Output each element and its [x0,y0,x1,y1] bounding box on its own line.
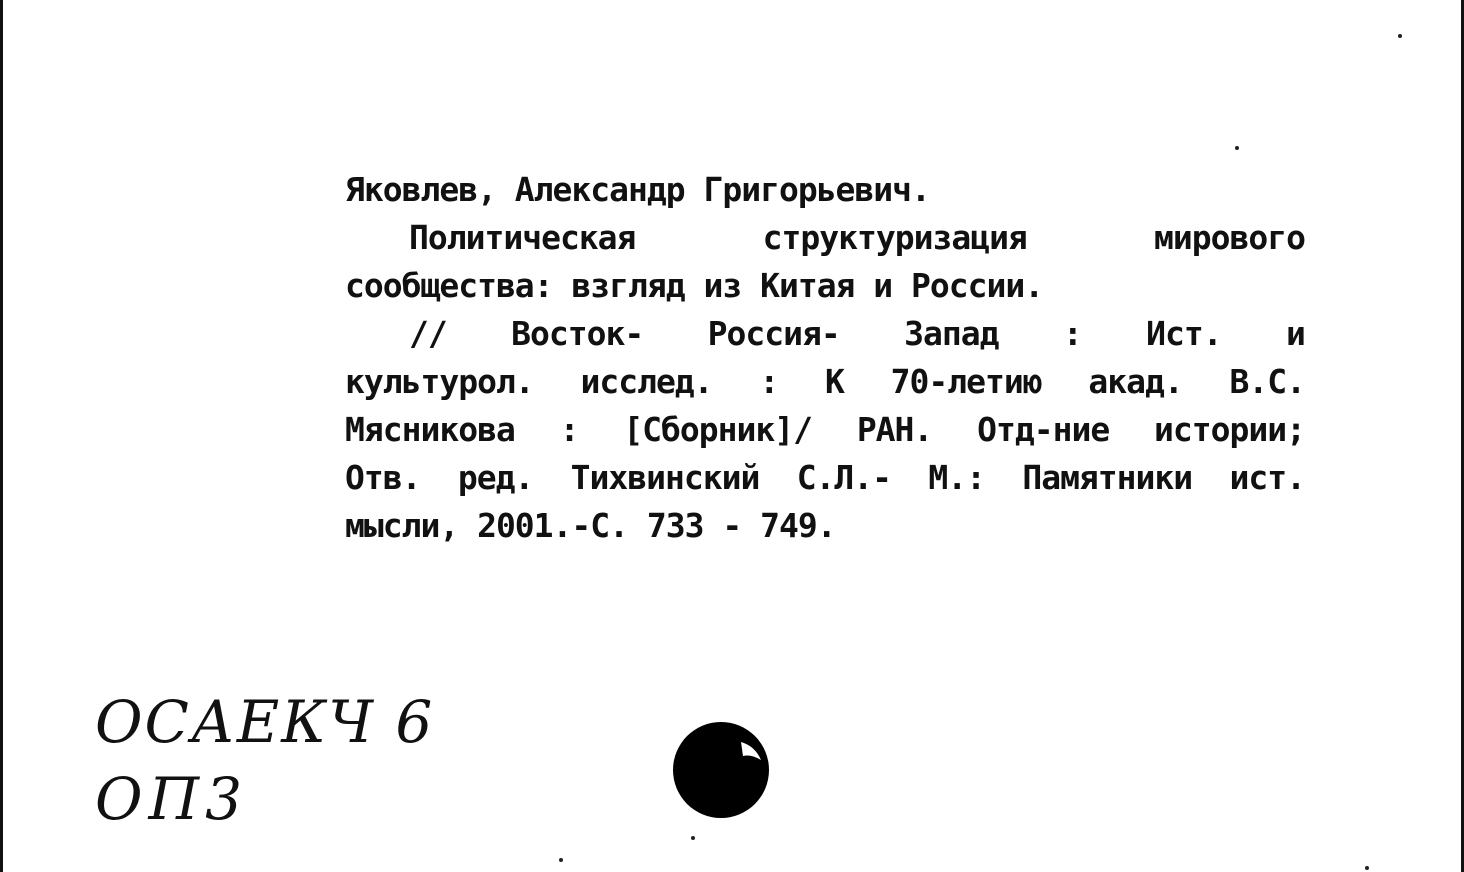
source-line-2: культурол. исслед. : К 70-летию акад. В.С. [345,362,1305,401]
punch-hole-icon [671,720,775,824]
scan-speck [1235,146,1239,150]
scan-speck [691,836,695,840]
handwritten-code: ОСАЕКЧ 6 [95,688,435,756]
author-heading: Яковлев, Александр Григорьевич. [345,170,930,209]
source-line-5: мысли, 2001.-С. 733 - 749. [345,506,836,545]
scan-speck [1365,866,1369,870]
title-line-1: Политическая структуризация мирового [409,218,1305,257]
source-line-3: Мясникова : [Сборник]/ РАН. Отд-ние истории; [345,410,1305,449]
bibliographic-entry [345,166,1305,550]
source-line-4: Отв. ред. Тихвинский С.Л.- М.: Памятники ист. [345,458,1305,497]
scan-speck [559,858,563,862]
handwritten-shelf-mark: ОП3 [95,765,249,833]
title-line-2: сообщества: взгляд из Китая и России. [345,266,1044,305]
source-line-1: // Восток- Россия- Запад : Ист. и [409,314,1305,353]
scan-speck [1398,34,1402,38]
